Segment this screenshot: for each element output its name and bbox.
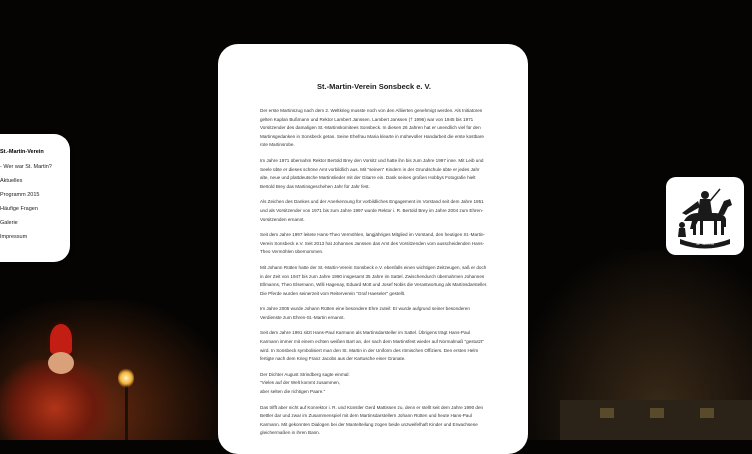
page-title: St.-Martin-Verein Sonsbeck e. V. [317, 82, 431, 91]
street-lamp-post [125, 384, 128, 440]
content-card [218, 44, 528, 454]
nav-item[interactable]: St.-Martin-Verein [0, 149, 44, 155]
nav-item[interactable]: Häufige Fragen [0, 206, 38, 212]
nav-item[interactable]: Aktuelles [0, 178, 23, 184]
nav-item[interactable]: - Wer war St. Martin? [0, 164, 52, 170]
article-paragraph: Der Dichter August Strindberg sagte einmal: "Vieles auf der Welt kommt zusammen, aber selten die richtigen Paare." [260, 371, 350, 395]
figure-face [48, 352, 74, 374]
nav-item[interactable]: Impressum [0, 234, 28, 240]
article-paragraph: Das trifft aber nicht auf Konrektor i. R. und Künstler Gerd Mattissen zu, denn er stellt seit dem Jahre 1990 den Bettler dar und zwar im Zusammenspiel mit dem Martinsdarstellern Johann Rütten und heute Hans-Paul Karmann. Mit gekonnten Dialogen bei der Mantelteilung zogen beide unzweifelhaft Kinder und Erwachsene gleichermaßen in ihren Bann. [260, 404, 484, 436]
logo-banner-text: St. Martin [695, 241, 715, 246]
building-window [700, 408, 714, 418]
mitre-hat [50, 324, 72, 354]
background-building [560, 400, 752, 440]
logo-card[interactable] [666, 177, 744, 255]
street-lamp-light [118, 368, 134, 388]
article-body [260, 107, 488, 438]
building-window [650, 408, 664, 418]
side-navigation [0, 134, 70, 262]
nav-item[interactable]: Programm 2015 [0, 192, 40, 198]
building-window [600, 408, 614, 418]
article-paragraph: Seit dem Jahre 1991 sitzt Hans-Paul Karmann als Martinsdarsteller im Sattel. Übrigens trägt Hans-Paul Karmann immer mit einem echten weißen Bart an, der nach dem Martinsfest wieder auf Normalmaß "gestutzt" wird. In Sonsbeck symbolisiert man den St. Martin in der Uniform des römischen Offiziers. Den ersten Helm fertigte nach dem Krieg Franz Jacobs aus der Kartusche einer Granate. [260, 330, 484, 362]
nav-list [0, 134, 70, 244]
article-paragraph: Im Jahre 2005 wurde Johann Rütten eine besondere Ehre zuteil: Er wurde aufgrund seiner besonderen Verdienste zum Ehren-St.-Martin ernannt. [260, 306, 470, 320]
article-paragraph: Der erste Martinszug nach dem 2. Weltkrieg musste noch von den Alliierten genehmigt werden. Als Initiatoren gelten Kaplan Bußmann und Rektor Lambert Janssen. Lambert Janssen († 1996) war von 1945 bis 1971 Vorsitzender des damaligen St.-Martinskomitees Sonsbeck. In diesen 26 Jahren hat er unendlich viel für den Martinsgedanken in Sonsbeck getan. Seine Ehefrau Maria klearte in mühevoller Handarbeit die erste kostbare rote Martinsrobe. [260, 108, 484, 148]
article-paragraph: Im Jahre 1971 übernahm Rektor Bertold Brey den Vorsitz und hatte ihn bis zum Jahre 1997 inne. Mit Leib und Seele übte er dieses schöne Amt vorbildlich aus. Mit "seinen" Kindern in der Grundschule übte er jedes Jahr alte, neue und plattdeutsche Martinslieder mit der Gitarre ein. Dank seines großen Hobbys Fotografie hielt Bertold Brey das Martinsgeschehen Jahr für Jahr fest. [260, 157, 484, 189]
st-martin-logo [674, 183, 736, 249]
article-paragraph: Seit dem Jahre 1997 leitete Hans-Theo Vermöhlen, langjähriges Mitglied im Vorstand, den heutigen St.-Martin-Verein Sonsbeck e.V. Seit 2013 hat Johannes Janssen das Amt des Vorsitzenden vom ausscheidenden Hans-Theo Vermöhlen übernommen. [260, 232, 485, 255]
article-paragraph: Mit Johann Rütten hatte der St.-Martin-Verein Sonsbeck e.V. ebenfalls einen wichtigen Zeitzeugen, saß er doch in der Zeit von 1947 bis zum Jahre 1990 insgesamt 35 Jahre im Sattel. Zwischendurch übernahmen Johannes Ellmanns, Theo Elsemann, Willi Hagenay, Eduard Mott und Josef Nobis die Verantwortung als Martinsdarsteller. Die Pferde wurden seinerzeit vom Reiterverein "Graf Haeseler" gestellt. [260, 264, 488, 296]
nav-item[interactable]: Galerie [0, 220, 18, 226]
article-paragraph: Als Zeichen des Dankes und der Anerkennung für vorbildliches Engagement im Vorstand seit dem Jahre 1951 und als Vorsitzender von 1971 bis zum Jahre 1997 wurde Rektor i. R. Bertold Brey im Jahre 2004 zum Ehren-Vorsitzenden ernannt. [260, 199, 484, 222]
